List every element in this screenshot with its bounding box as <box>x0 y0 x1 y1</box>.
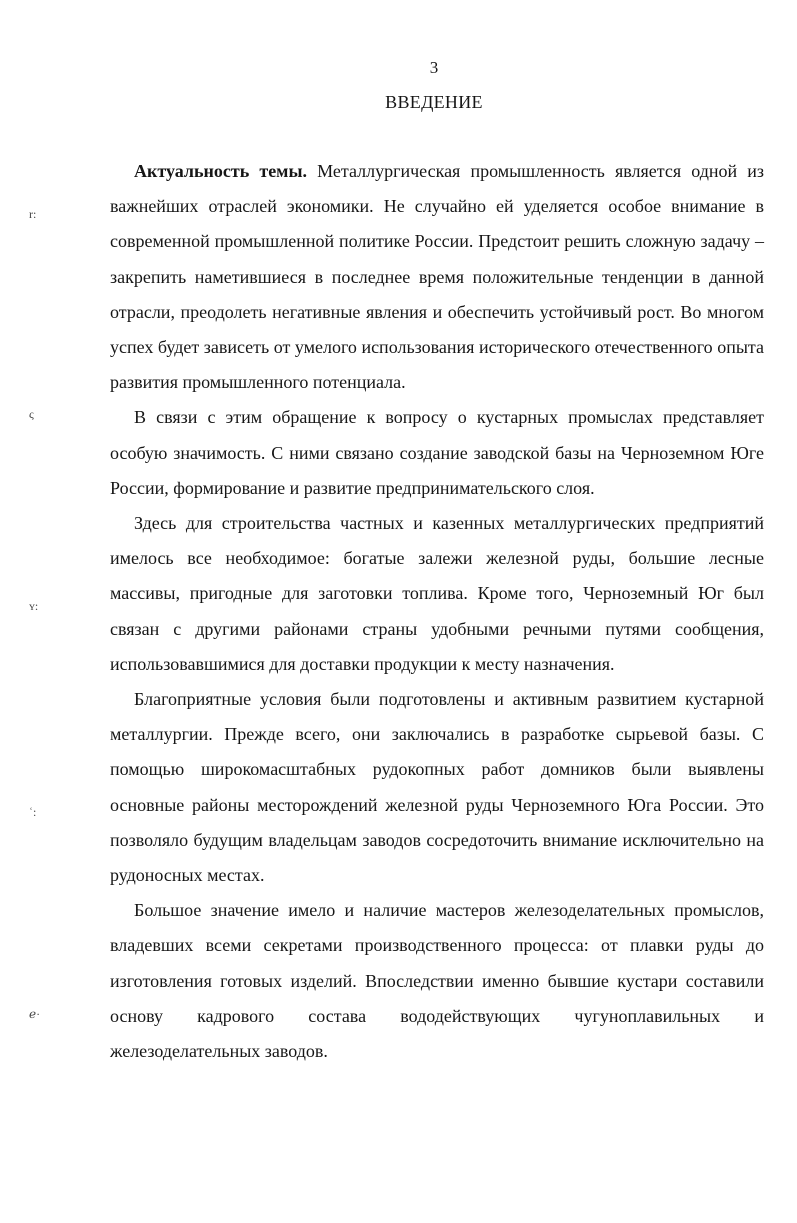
paragraph: В связи с этим обращение к вопросу о кустарных промыслах представляет особую значимость. С ними связано создание заводской базы на Черноземном Юге России, формирование и развитие предпринимательского слоя. <box>110 407 764 498</box>
section-title: ВВЕДЕНИЕ <box>385 92 483 112</box>
paragraph: Здесь для строительства частных и казенных металлургических предприятий имелось все необходимое: богатые залежи железной руды, большие лесные массивы, пригодные для заготовки топлива. Кроме того, Черноземный Юг был связан с другими районами страны удобными речными путями сообщения, использовавшимися для доставки продукции к месту назначения. <box>110 513 764 674</box>
margin-scan-mark: ς <box>29 407 34 421</box>
paragraph: Благоприятные условия были подготовлены и активным развитием кустарной металлургии. Прежде всего, они заключались в разработке сырьевой базы. С помощью широкомасштабных рудокопных работ домников были выявлены основные районы месторождений железной руды Черноземного Юга России. Это позволяло будущим владельцам заводов сосредоточить внимание исключительно на рудоносных местах. <box>110 689 764 886</box>
paragraph: Большое значение имело и наличие мастеров железоделательных промыслов, владевших всеми секретами производственного процесса: от плавки руды до изготовления готовых изделий. Впоследствии именно бывшие кустари составили основу кадрового состава вододействующих чугуноплавильных и железоделательных заводов. <box>110 900 764 1062</box>
paragraph-lead: Актуальность темы. <box>134 161 308 181</box>
body-text <box>110 154 764 1069</box>
margin-scan-mark: ʿ: <box>29 805 37 819</box>
paragraph-text: Металлургическая промышленность является одной из важнейших отраслей экономики. Не случайно ей уделяется особое внимание в современной промышленной политике России. Предстоит решить сложную задачу – закрепить наметившиеся в последнее время положительные тенденции в данной отрасли, преодолеть негативные явления и обеспечить устойчивый рост. Во многом успех будет зависеть от умелого использования исторического отечественного опыта развития промышленного потенциала. <box>110 161 765 393</box>
margin-scan-mark: r: <box>29 207 37 221</box>
margin-scan-mark: ʏ: <box>29 599 39 613</box>
margin-scan-mark: ℯ· <box>29 1007 41 1021</box>
page-number: 3 <box>429 58 439 77</box>
paragraph-relevance <box>110 154 764 400</box>
